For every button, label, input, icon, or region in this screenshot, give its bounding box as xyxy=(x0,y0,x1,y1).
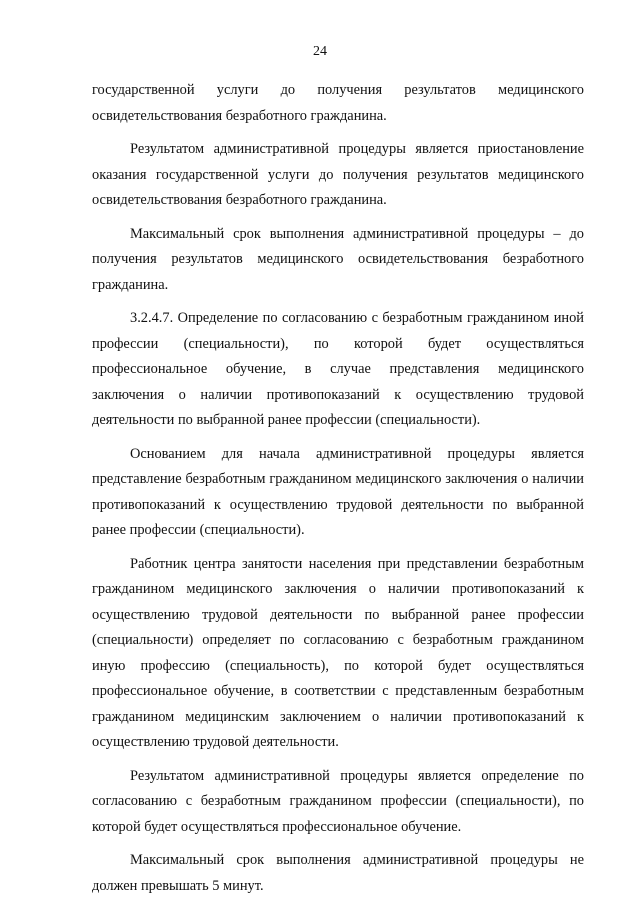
paragraph-max-term: Максимальный срок выполнения административной процедуры – до получения результатов медицинского освидетельствования безработного гражданина. xyxy=(92,225,584,293)
paragraph-continued: государственной услуги до получения результатов медицинского освидетельствования безработного гражданина. xyxy=(92,82,584,124)
paragraph-section-3-2-4-7: 3.2.4.7. Определение по согласованию с безработным гражданином иной профессии (специальности), по которой будет осуществляться профессиональное обучение, в случае представления медицинского заключения о наличии противопоказаний к осуществлению трудовой деятельности по выбранной ранее профессии (специальности). xyxy=(92,310,584,428)
document-body xyxy=(92,78,584,907)
paragraph-result-2: Результатом административной процедуры является определение по согласованию с безработным гражданином профессии (специальности), по которой будет осуществляться профессиональное обучение. xyxy=(92,767,584,835)
page-number: 24 xyxy=(313,44,327,59)
paragraph-basis: Основанием для начала административной процедуры является представление безработным гражданином медицинского заключения о наличии противопоказаний к осуществлению трудовой деятельности по выбранной ранее профессии (специальности). xyxy=(92,445,584,538)
paragraph-result: Результатом административной процедуры является приостановление оказания государственной услуги до получения результатов медицинского освидетельствования безработного гражданина. xyxy=(92,141,584,208)
paragraph-employee-action: Работник центра занятости населения при представлении безработным гражданином медицинского заключения о наличии противопоказаний к осуществлению трудовой деятельности по выбранной ранее профессии (специальности) определяет по согласованию с безработным гражданином иную профессию (специальность), по которой будет осуществляться профессиональное обучение, в соответствии с представленным безработным гражданином медицинским заключением о наличии противопоказаний к осуществлению трудовой деятельности. xyxy=(92,555,584,750)
paragraph-max-term-2: Максимальный срок выполнения административной процедуры не должен превышать 5 минут. xyxy=(92,852,584,894)
